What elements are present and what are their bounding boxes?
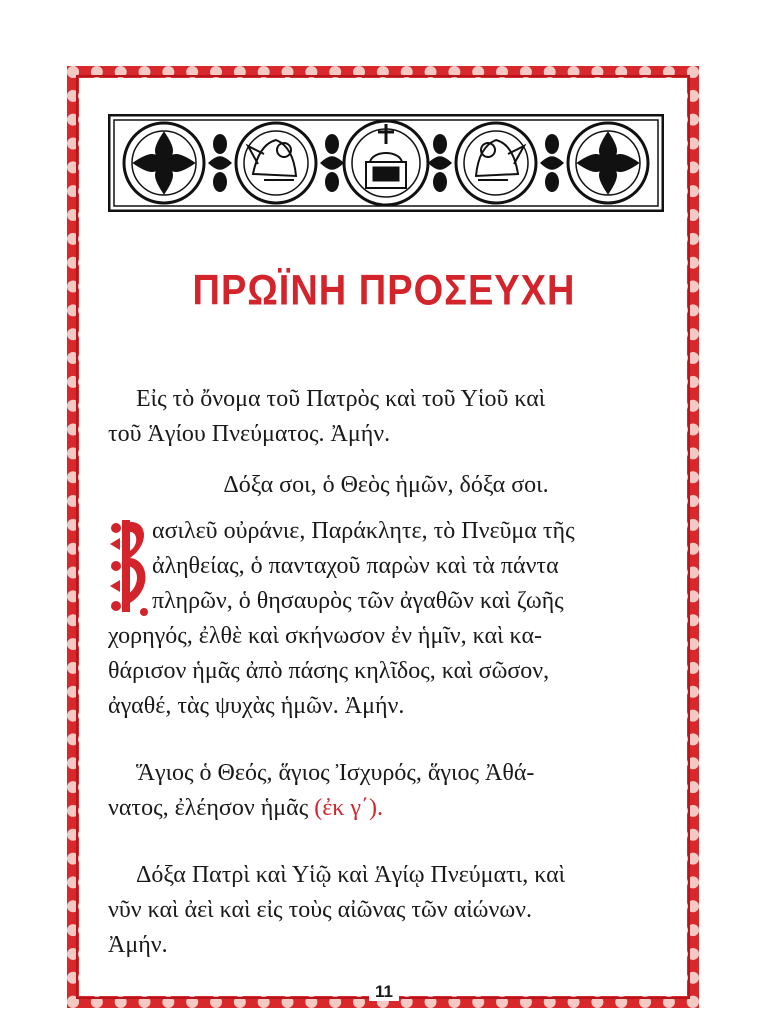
text-line: Ἀμήν. [108,932,168,958]
paragraph-trisagion [108,756,664,826]
page-number-label: 11 [369,982,399,1001]
paragraph-doxology [108,858,664,963]
paragraph-glory [108,468,664,503]
paragraph-sign-of-cross [108,382,664,452]
right-rosette-medallion [568,123,648,203]
text-line: χορηγός, ἐλθὲ καὶ σκήνωσον ἐν ἡμῖν, καὶ κα- [108,623,543,649]
text-line: Εἰς τὸ ὄνομα τοῦ Πατρὸς καὶ τοῦ Υἱοῦ καὶ [136,386,546,412]
text-line: ἀληθείας, ὁ πανταχοῦ παρὼν καὶ τὰ πάντα [152,553,559,579]
text-line: νῦν καὶ ἀεὶ καὶ εἰς τοὺς αἰῶνας τῶν αἰώνων. [108,897,532,923]
text-line: Ἅγιος ὁ Θεός, ἅγιος Ἰσχυρός, ἅγιος Ἀθά- [136,760,535,786]
text-line: ασιλεῦ οὐράνιε, Παράκλητε, τὸ Πνεῦμα τῆς [152,518,575,544]
page-number [0,982,768,1002]
text-line: Δόξα Πατρὶ καὶ Υἱῷ καὶ Ἁγίῳ Πνεύματι, καὶ [136,862,566,888]
text-line: θάρισον ἡμᾶς ἀπὸ πάσης κηλῖδος, καὶ σῶσον, [108,658,550,684]
page-title: ΠΡΩΪΝΗ ΠΡΟΣΕΥΧΗ [192,267,576,315]
rubric-repeat-thrice: (ἐκ γ΄). [314,795,383,821]
text-fragment: νατος, ἐλέησον ἡμᾶς [108,795,309,821]
text-line: Δόξα σοι, ὁ Θεὸς ἡμῶν, δόξα σοι. [223,472,549,498]
text-line [108,791,664,826]
text-line: ἀγαθέ, τὰς ψυχὰς ἡμῶν. Ἀμήν. [108,693,405,719]
paragraph-heavenly-king [108,514,664,724]
left-rosette-medallion [124,123,204,203]
ornamental-headpiece [108,114,664,212]
text-line: τοῦ Ἁγίου Πνεύματος. Ἀμήν. [108,421,391,447]
text-line: πληρῶν, ὁ θησαυρὸς τῶν ἀγαθῶν καὶ ζωῆς [152,588,564,614]
